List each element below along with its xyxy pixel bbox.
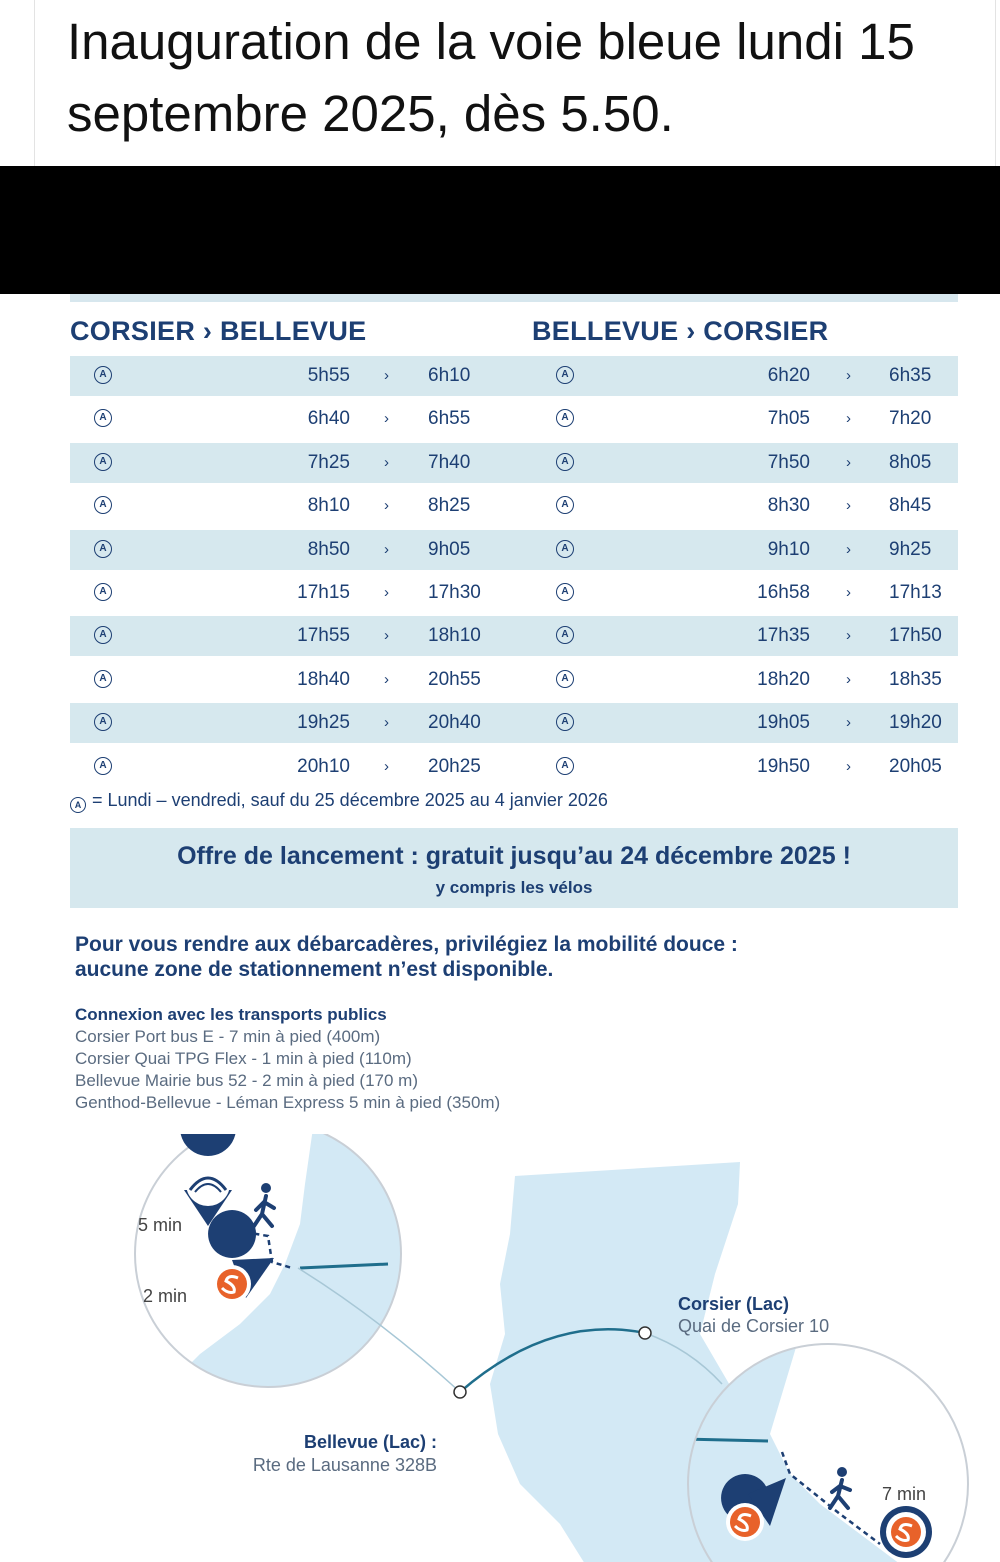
weekday-symbol-icon: A	[556, 409, 574, 427]
weekday-symbol-icon: A	[94, 540, 112, 558]
timetable-row	[70, 660, 958, 700]
corsier-stop-name: Corsier (Lac)	[678, 1294, 790, 1314]
mobility-notice	[75, 932, 738, 982]
bellevue-departure: 9h10	[767, 538, 810, 560]
bellevue-arrival: 20h25	[428, 755, 481, 777]
arrow-icon: ›	[384, 627, 389, 645]
bellevue-arrival: 20h40	[428, 712, 481, 734]
timetable-row	[70, 616, 958, 656]
timetable-row	[70, 747, 958, 787]
corsier-departure: 19h25	[297, 712, 350, 734]
bus-stop-icon	[880, 1506, 932, 1558]
corsier-arrival: 20h05	[889, 755, 942, 777]
headline-text: Inauguration de la voie bleue lundi 15 septembre 2025, dès 5.50.	[67, 13, 915, 142]
top-divider	[70, 294, 958, 302]
bellevue-arrival: 6h10	[428, 365, 471, 386]
arrow-icon: ›	[846, 670, 851, 688]
bellevue-arrival: 7h40	[428, 451, 471, 473]
corsier-departure: 8h50	[307, 538, 350, 560]
arrow-icon: ›	[846, 410, 851, 428]
arrow-icon: ›	[846, 714, 851, 732]
legend-text: = Lundi – vendredi, sauf du 25 décembre 2025 au 4 janvier 2026	[92, 790, 608, 810]
bellevue-departure: 7h05	[767, 408, 810, 430]
bellevue-departure: 6h20	[767, 365, 810, 386]
connection-item: Genthod-Bellevue - Léman Express 5 min à pied (350m)	[75, 1093, 501, 1112]
weekday-symbol-icon: A	[556, 626, 574, 644]
corsier-departure: 20h10	[297, 755, 350, 777]
corsier-departure: 5h55	[307, 365, 350, 386]
timetable-row	[70, 399, 958, 439]
corsier-departure: 6h40	[307, 408, 350, 430]
timetable-row	[70, 703, 958, 743]
bellevue-arrival: 8h25	[428, 495, 471, 517]
arrow-icon: ›	[846, 757, 851, 775]
bellevue-stop-address: Rte de Lausanne 328B	[252, 1455, 437, 1475]
corsier-arrival: 17h13	[889, 582, 942, 603]
arrow-icon: ›	[384, 410, 389, 428]
weekday-symbol-icon: A	[94, 626, 112, 644]
weekday-symbol-icon: A	[556, 713, 574, 731]
corsier-departure: 18h40	[297, 668, 350, 690]
arrow-icon: ›	[384, 453, 389, 471]
arrow-icon: ›	[846, 584, 851, 601]
corsier-inset	[680, 1334, 980, 1562]
corsier-arrival: 7h20	[889, 408, 932, 430]
weekday-symbol-icon: A	[556, 757, 574, 775]
connection-item: Bellevue Mairie bus 52 - 2 min à pied (170 m)	[75, 1071, 418, 1090]
walk-time-7: 7 min	[882, 1484, 927, 1504]
connections-title: Connexion avec les transports publics	[75, 1005, 387, 1024]
route-map	[0, 1134, 1000, 1562]
connection-item: Corsier Quai TPG Flex - 1 min à pied (110m)	[75, 1049, 412, 1068]
post-caption	[34, 0, 996, 166]
arrow-icon: ›	[846, 540, 851, 558]
weekday-symbol-icon: A	[556, 540, 574, 558]
corsier-departure: 17h55	[297, 625, 350, 647]
direction-title-bellevue-corsier: BELLEVUE › CORSIER	[532, 316, 829, 346]
corsier-departure: 8h10	[307, 495, 350, 517]
weekday-symbol-icon: A	[94, 670, 112, 688]
bellevue-stop-marker	[454, 1386, 466, 1398]
corsier-arrival: 9h25	[889, 538, 932, 560]
arrow-icon: ›	[846, 367, 851, 384]
arrow-icon: ›	[846, 627, 851, 645]
arrow-icon: ›	[384, 497, 389, 515]
bellevue-departure: 19h50	[757, 755, 810, 777]
weekday-symbol-icon: A	[94, 583, 112, 601]
corsier-stop-marker	[639, 1327, 651, 1339]
corsier-stop-address: Quai de Corsier 10	[678, 1316, 830, 1336]
weekday-symbol-icon: A	[556, 670, 574, 688]
arrow-icon: ›	[384, 670, 389, 688]
weekday-symbol-icon: A	[94, 453, 112, 471]
weekday-symbol-icon: A	[94, 366, 112, 384]
timetable-poster	[0, 294, 1000, 1562]
walk-time-5: 5 min	[138, 1215, 183, 1235]
arrow-icon: ›	[384, 540, 389, 558]
bellevue-arrival: 20h55	[428, 668, 481, 690]
offer-sub-text: y compris les vélos	[435, 878, 593, 897]
corsier-arrival: 6h35	[889, 365, 932, 386]
offer-main-text: Offre de lancement : gratuit jusqu’au 24 décembre 2025 !	[177, 842, 851, 870]
corsier-arrival: 19h20	[889, 712, 942, 734]
timetable-legend	[70, 790, 608, 811]
redacted-block	[0, 166, 1000, 294]
bellevue-departure: 16h58	[757, 582, 810, 603]
bellevue-departure: 7h50	[767, 451, 810, 473]
arrow-icon: ›	[384, 714, 389, 732]
arrow-icon: ›	[384, 367, 389, 384]
direction-title-corsier-bellevue: CORSIER › BELLEVUE	[70, 316, 367, 346]
weekday-symbol-icon: A	[556, 453, 574, 471]
public-transport-connections	[75, 1004, 500, 1114]
arrow-icon: ›	[846, 497, 851, 515]
bellevue-arrival: 9h05	[428, 538, 471, 560]
weekday-symbol-icon: A	[94, 713, 112, 731]
mobility-line-2: aucune zone de stationnement n’est disponible.	[75, 958, 554, 981]
bellevue-arrival: 6h55	[428, 408, 471, 430]
mobility-line-1: Pour vous rendre aux débarcadères, privilégiez la mobilité douce :	[75, 933, 738, 956]
timetable-row	[70, 486, 958, 526]
weekday-symbol-icon: A	[556, 583, 574, 601]
arrow-icon: ›	[384, 584, 389, 601]
bellevue-arrival: 18h10	[428, 625, 481, 647]
timetable-row	[70, 443, 958, 483]
bellevue-departure: 18h20	[757, 668, 810, 690]
bellevue-departure: 8h30	[767, 495, 810, 517]
weekday-symbol-icon: A	[94, 496, 112, 514]
weekday-symbol-icon: A	[94, 409, 112, 427]
arrow-icon: ›	[846, 453, 851, 471]
timetable-row	[70, 573, 958, 613]
bellevue-stop-name: Bellevue (Lac) :	[303, 1432, 437, 1452]
walk-time-2: 2 min	[143, 1286, 188, 1306]
weekday-symbol-icon: A	[94, 757, 112, 775]
corsier-departure: 17h15	[297, 582, 350, 603]
weekday-symbol-icon: A	[556, 366, 574, 384]
weekday-symbol-icon: A	[556, 496, 574, 514]
bellevue-departure: 19h05	[757, 712, 810, 734]
corsier-departure: 7h25	[307, 451, 350, 473]
timetable-row	[70, 530, 958, 570]
connection-item: Corsier Port bus E - 7 min à pied (400m)	[75, 1027, 381, 1046]
arrow-icon: ›	[384, 757, 389, 775]
weekday-symbol-icon: A	[70, 797, 86, 813]
bellevue-arrival: 17h30	[428, 582, 481, 603]
corsier-arrival: 8h45	[889, 495, 932, 517]
corsier-arrival: 17h50	[889, 625, 942, 647]
corsier-arrival: 18h35	[889, 668, 942, 690]
timetable-row	[70, 356, 958, 396]
bellevue-departure: 17h35	[757, 625, 810, 647]
corsier-arrival: 8h05	[889, 451, 932, 473]
launch-offer-banner	[70, 828, 958, 908]
bellevue-inset	[130, 1134, 420, 1394]
